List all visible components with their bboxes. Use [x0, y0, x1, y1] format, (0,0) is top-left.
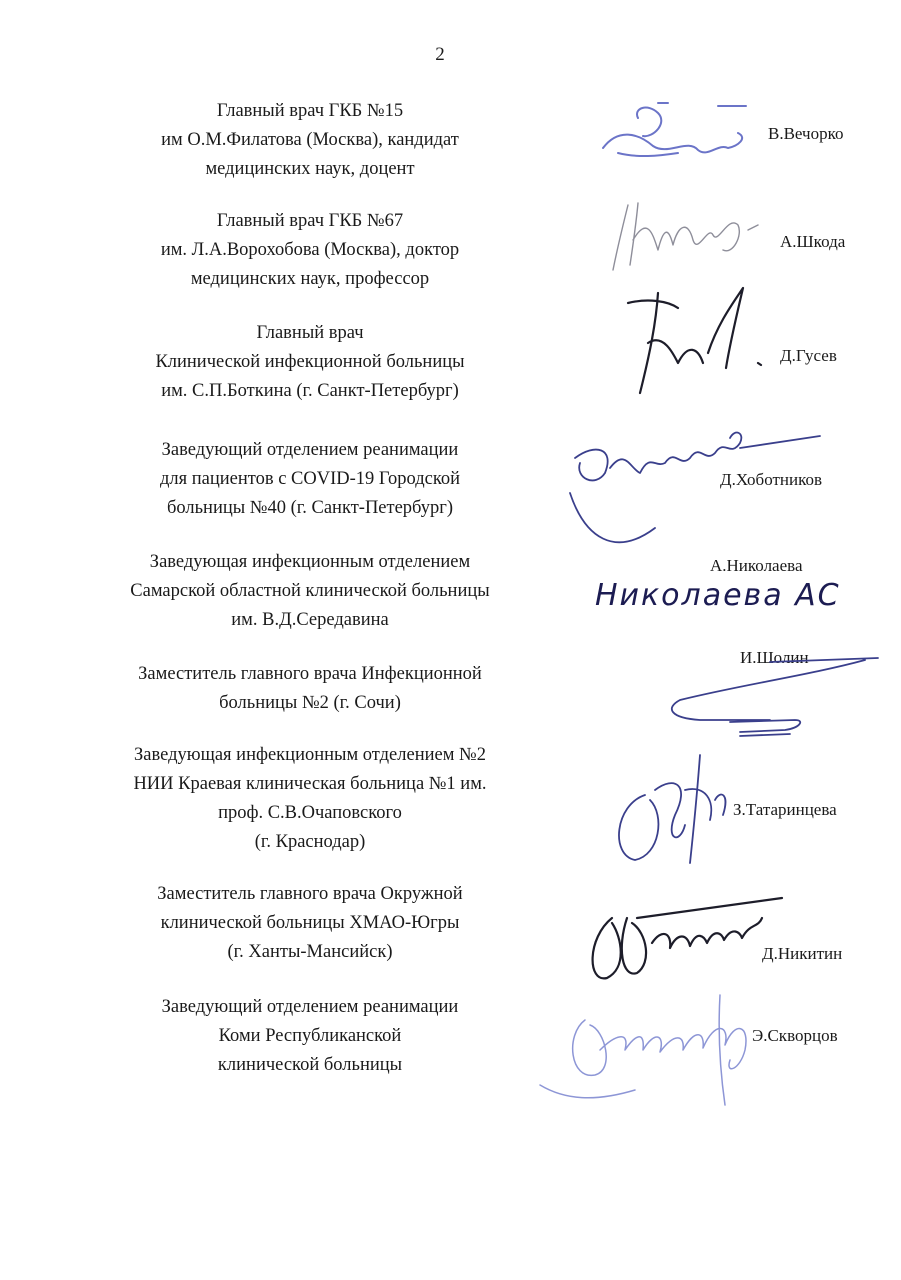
position-line: клинической больницы ХМАО-Югры	[160, 913, 460, 933]
position-line: Самарской областной клинической больницы	[130, 581, 490, 601]
signatory-name: И.Шолин	[740, 648, 809, 667]
position-line: им. С.П.Боткина (г. Санкт-Петербург)	[161, 381, 459, 401]
position-line: им. В.Д.Середавина	[231, 610, 389, 630]
signatory-position	[90, 97, 530, 184]
signature-gusev	[618, 283, 768, 408]
signatory-name: Э.Скворцов	[752, 1026, 838, 1045]
signature-khobotnikov	[555, 418, 825, 563]
position-line: медицинских наук, профессор	[190, 269, 430, 289]
position-line: проф. С.В.Очаповского	[218, 803, 402, 823]
position-line: Заместитель главного врача Инфекционной	[138, 664, 482, 684]
position-line: Главный врач	[256, 323, 364, 343]
position-line: (г. Краснодар)	[254, 832, 366, 852]
signatory-position	[90, 993, 530, 1080]
signatory-name: А.Николаева	[710, 556, 803, 575]
signature-vechorko	[598, 98, 748, 168]
signatory-position	[90, 741, 530, 857]
signatory-position	[90, 207, 530, 294]
signatory-position	[90, 548, 530, 635]
signatory-name: Д.Никитин	[762, 944, 843, 963]
position-line: Главный врач ГКБ №15	[216, 101, 404, 121]
position-line: НИИ Краевая клиническая больница №1 им.	[133, 774, 487, 794]
signatory-position	[90, 880, 530, 967]
signatory-name: Д.Хоботников	[720, 470, 823, 489]
signature-nikitin	[582, 888, 792, 988]
signature-tatarintseva	[605, 745, 735, 870]
signatory-name: В.Вечорко	[768, 124, 844, 143]
signatory-position	[90, 660, 530, 718]
signature-shkoda	[598, 195, 768, 275]
signatory-name: Д.Гусев	[780, 346, 837, 365]
position-line: Главный врач ГКБ №67	[216, 211, 404, 231]
position-line: Заместитель главного врача Окружной	[157, 884, 463, 904]
position-line: для пациентов с COVID-19 Городской	[159, 469, 461, 489]
position-line: им О.М.Филатова (Москва), кандидат	[161, 130, 459, 150]
handwritten-signature: Николаева АС	[595, 578, 841, 613]
position-line: Клинической инфекционной больницы	[155, 352, 465, 372]
position-line: Заведующий отделением реанимации	[161, 440, 459, 460]
signatory-position	[90, 436, 530, 523]
position-line: медицинских наук, доцент	[205, 159, 415, 179]
signatory-position	[90, 319, 530, 406]
signatory-name: А.Шкода	[780, 232, 846, 251]
position-line: Заведующая инфекционным отделением	[149, 552, 471, 572]
position-line: Коми Республиканской	[218, 1026, 402, 1046]
page-number: 2	[435, 44, 445, 65]
signature-sholin	[660, 650, 885, 740]
position-line: Заведующий отделением реанимации	[161, 997, 459, 1017]
position-line: (г. Ханты-Мансийск)	[227, 942, 393, 962]
position-line: больницы №2 (г. Сочи)	[219, 693, 401, 713]
position-line: им. Л.А.Ворохобова (Москва), доктор	[160, 240, 460, 260]
position-line: Заведующая инфекционным отделением №2	[134, 745, 486, 765]
signatory-name: З.Татаринцева	[733, 800, 837, 819]
position-line: больницы №40 (г. Санкт-Петербург)	[166, 498, 454, 518]
signature-skvortsov	[535, 990, 785, 1110]
position-line: клинической больницы	[217, 1055, 403, 1075]
